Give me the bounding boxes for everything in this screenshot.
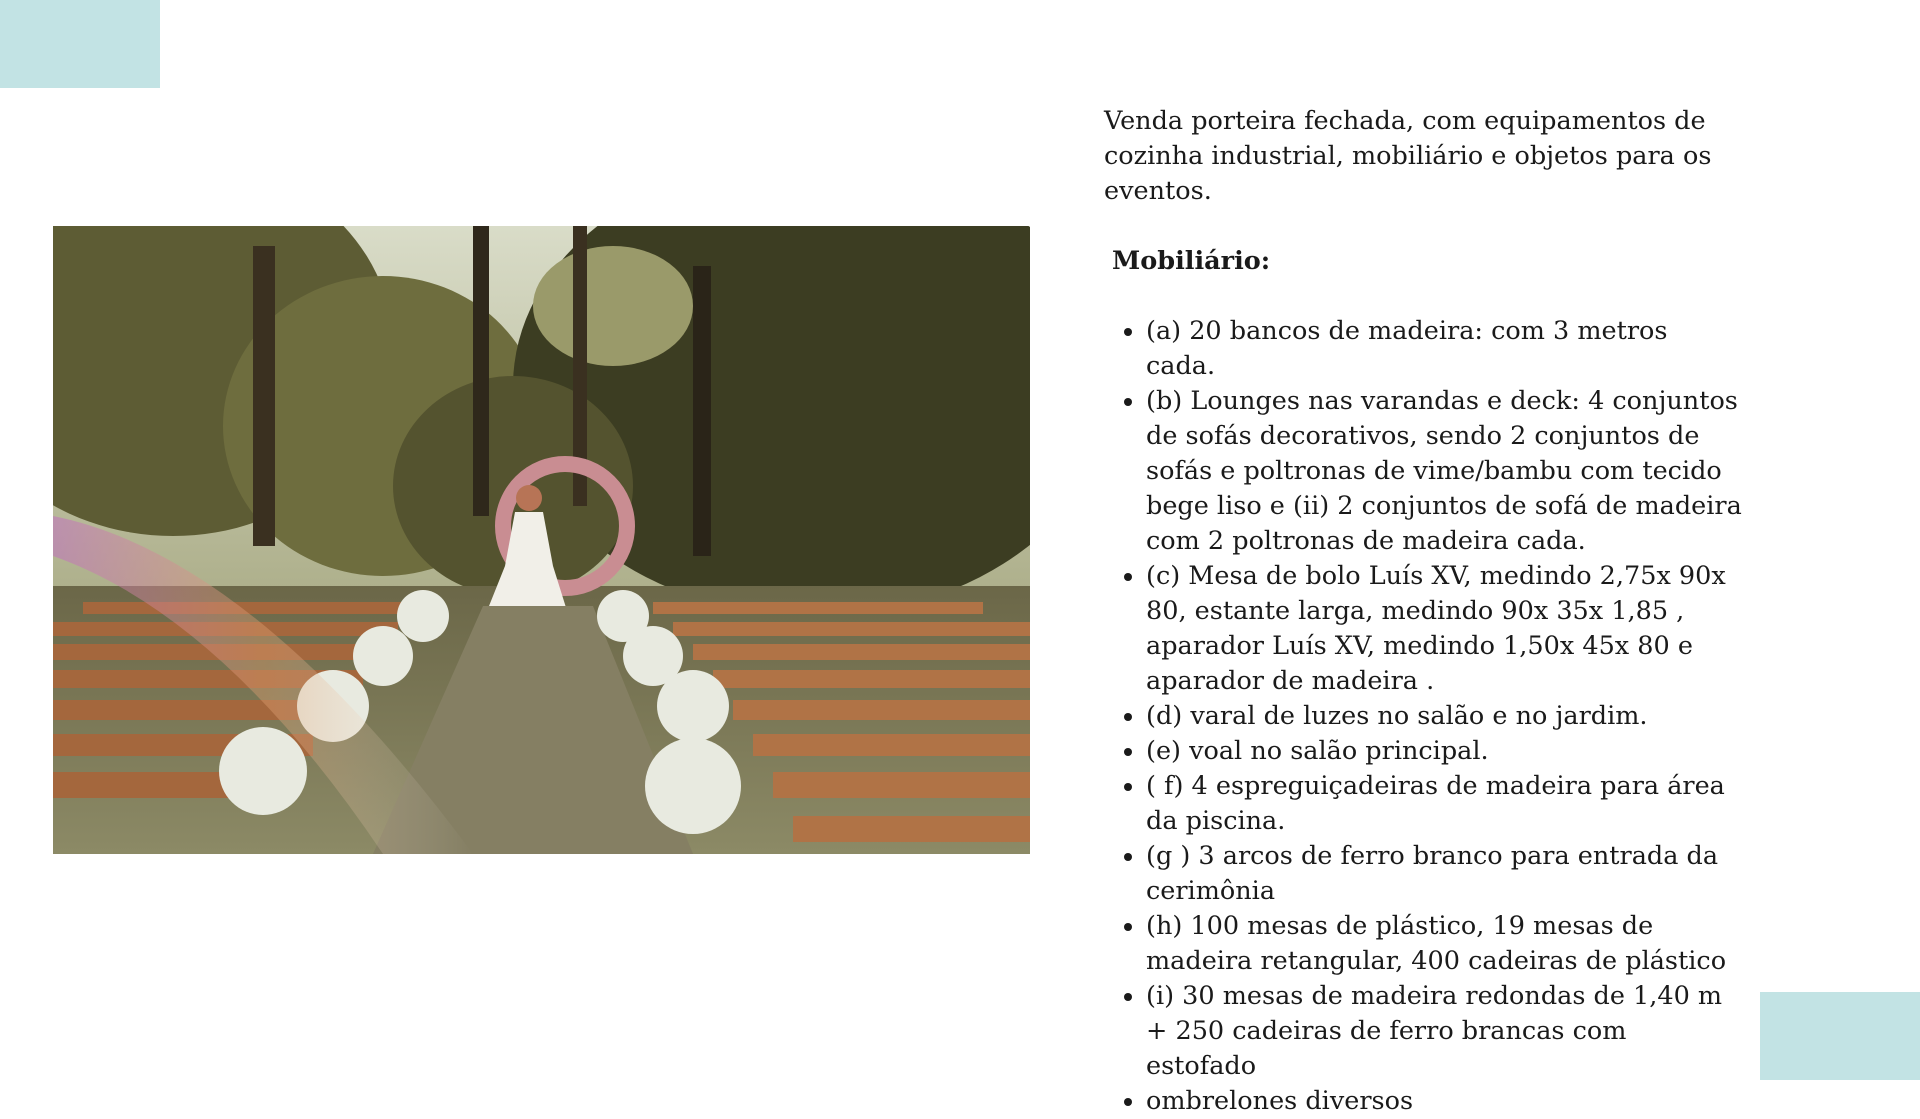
list-item: • (e) voal no salão principal. bbox=[1146, 734, 1744, 769]
list-item: • (d) varal de luzes no salão e no jardim. bbox=[1146, 699, 1744, 734]
list-item: • (i) 30 mesas de madeira redondas de 1,40 m + 250 cadeiras de ferro brancas com estofado bbox=[1146, 979, 1744, 1084]
photo-illustration bbox=[53, 226, 1030, 854]
list-item: • (h) 100 mesas de plástico, 19 mesas de madeira retangular, 400 cadeiras de plástico bbox=[1146, 909, 1744, 979]
corner-decoration-bottom-right bbox=[1760, 992, 1920, 1080]
description-column bbox=[1104, 104, 1744, 1119]
list-item: • ( f) 4 espreguiçadeiras de madeira para área da piscina. bbox=[1146, 769, 1744, 839]
list-item: • (b) Lounges nas varandas e deck: 4 conjuntos de sofás decorativos, sendo 2 conjuntos de sofás e poltronas de vime/bambu com tecido bege liso e (ii) 2 conjuntos de sofá de madeira com 2 poltronas de madeira cada. bbox=[1146, 384, 1744, 559]
list-item: • (g ) 3 arcos de ferro branco para entrada da cerimônia bbox=[1146, 839, 1744, 909]
furniture-list bbox=[1104, 314, 1744, 1119]
corner-decoration-top-left bbox=[0, 0, 160, 88]
list-item: • (c) Mesa de bolo Luís XV, medindo 2,75x 90x 80, estante larga, medindo 90x 35x 1,85 , aparador Luís XV, medindo 1,50x 45x 80 e aparador de madeira . bbox=[1146, 559, 1744, 699]
list-item: • ombrelones diversos bbox=[1146, 1084, 1744, 1119]
list-item: • (a) 20 bancos de madeira: com 3 metros cada. bbox=[1146, 314, 1744, 384]
wedding-ceremony-photo bbox=[53, 226, 1030, 854]
intro-paragraph: Venda porteira fechada, com equipamentos de cozinha industrial, mobiliário e objetos para os eventos. bbox=[1104, 106, 1712, 206]
section-heading: Mobiliário: bbox=[1112, 246, 1271, 276]
